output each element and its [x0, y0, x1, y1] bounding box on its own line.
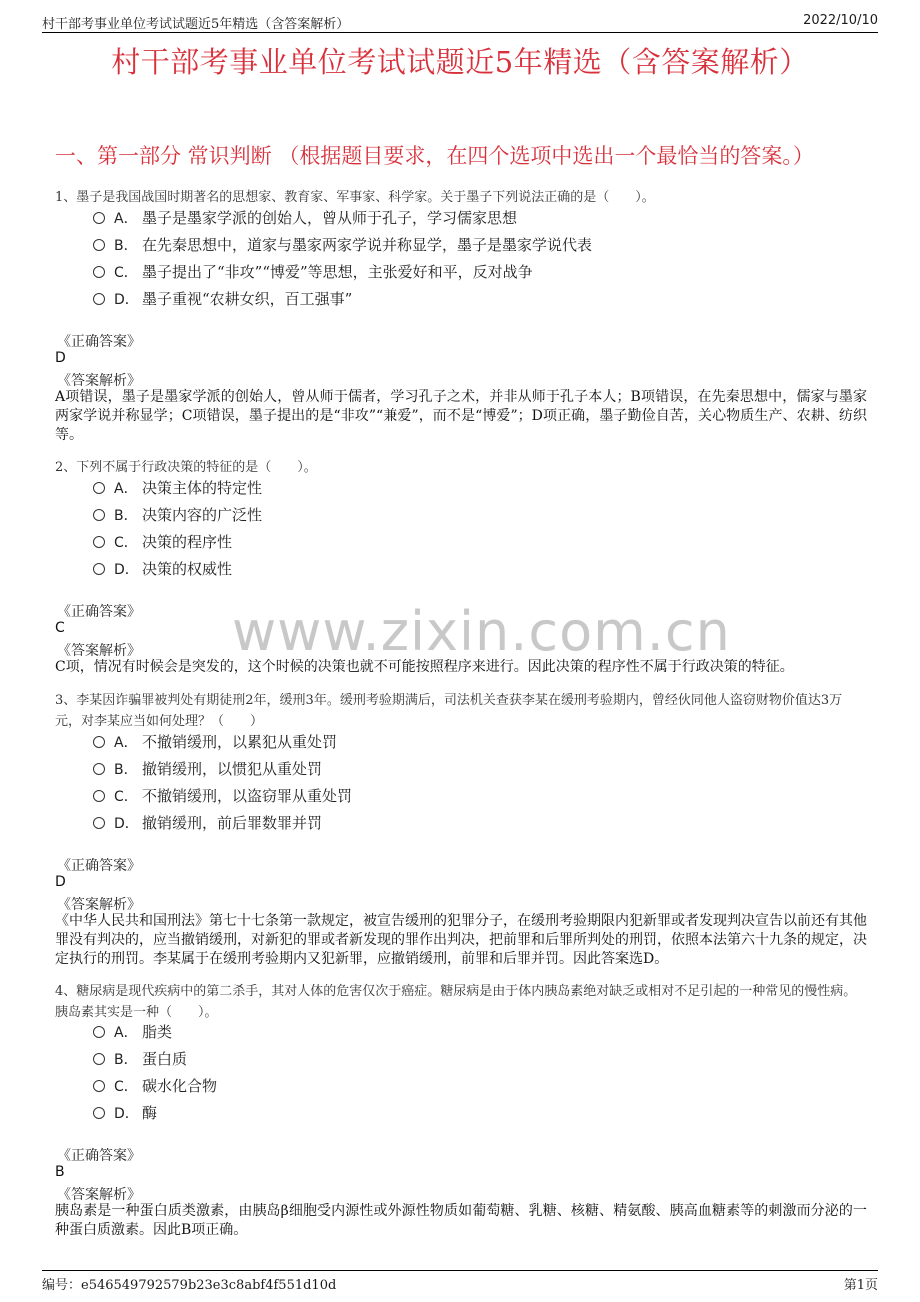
- option-d[interactable]: D． 酶: [93, 1102, 157, 1124]
- option-a[interactable]: A． 脂类: [93, 1021, 172, 1043]
- radio-icon[interactable]: [93, 1026, 105, 1038]
- radio-icon[interactable]: [93, 239, 105, 251]
- option-c[interactable]: C． 墨子提出了“非攻”“博爱”等思想，主张爱好和平，反对战争: [93, 261, 533, 283]
- analysis-text: A项错误，墨子是墨家学派的创始人，曾从师于儒者，学习孔子之术，并非从师于孔子本人；B项错误，在先秦思想中，儒家与墨家两家学说并称显学；C项错误，墨子提出的是“非攻”“兼爱”，而不是“博爱”；D项正确，墨子勤俭自苦，关心物质生产、农耕、纺织等。: [55, 389, 867, 443]
- option-a[interactable]: A． 决策主体的特定性: [93, 477, 262, 499]
- question-stem: 1、墨子是我国战国时期著名的思想家、教育家、军事家、科学家。关于墨子下列说法正确的是（ ）。: [55, 190, 655, 205]
- radio-icon[interactable]: [93, 1107, 105, 1119]
- option-c[interactable]: C． 碳水化合物: [93, 1075, 217, 1097]
- radio-icon[interactable]: [93, 763, 105, 775]
- radio-icon[interactable]: [93, 1080, 105, 1092]
- option-d[interactable]: D． 墨子重视“农耕女织，百工强事”: [93, 288, 352, 310]
- header-title: 村干部考事业单位考试试题近5年精选（含答案解析）: [42, 17, 350, 32]
- option-b[interactable]: B． 蛋白质: [93, 1048, 187, 1070]
- analysis-text: C项，情况有时候会是突发的，这个时候的决策也就不可能按照程序来进行。因此决策的程序性不属于行政决策的特征。: [55, 659, 794, 675]
- page-header: [42, 10, 878, 33]
- option-d[interactable]: D． 撤销缓刑，前后罪数罪并罚: [93, 812, 322, 834]
- answer-label: 《正确答案》: [57, 604, 141, 620]
- radio-icon[interactable]: [93, 509, 105, 521]
- option-b[interactable]: B． 在先秦思想中，道家与墨家两家学说并称显学，墨子是墨家学说代表: [93, 234, 592, 256]
- option-c[interactable]: C． 决策的程序性: [93, 531, 232, 553]
- page-footer: [42, 1270, 878, 1293]
- answer-label: 《正确答案》: [57, 334, 141, 350]
- document-id: 编号：e546549792579b23e3c8abf4f551d10d: [42, 1278, 337, 1293]
- analysis-label: 《答案解析》: [57, 1187, 141, 1203]
- radio-icon[interactable]: [93, 817, 105, 829]
- watermark: www.zixin.com.cn: [232, 600, 731, 663]
- analysis-text: 胰岛素是一种蛋白质类激素，由胰岛β细胞受内源性或外源性物质如葡萄糖、乳糖、核糖、精氨酸、胰高血糖素等的刺激而分泌的一种蛋白质激素。因此B项正确。: [55, 1203, 867, 1238]
- answer-value: B: [55, 1164, 65, 1180]
- option-b[interactable]: B． 撤销缓刑，以惯犯从重处罚: [93, 758, 322, 780]
- radio-icon[interactable]: [93, 563, 105, 575]
- question-stem: 4、糖尿病是现代疾病中的第二杀手，其对人体的危害仅次于癌症。糖尿病是由于体内胰岛素绝对缺乏或相对不足引起的一种常见的慢性病。胰岛素其实是一种（ ）。: [55, 984, 857, 1020]
- option-d[interactable]: D． 决策的权威性: [93, 558, 232, 580]
- analysis-label: 《答案解析》: [57, 373, 141, 389]
- option-a[interactable]: A． 不撤销缓刑，以累犯从重处罚: [93, 731, 337, 753]
- page-number: 第1页: [843, 1278, 878, 1293]
- answer-value: D: [55, 350, 66, 366]
- answer-label: 《正确答案》: [57, 858, 141, 874]
- question-stem: 2、下列不属于行政决策的特征的是（ ）。: [55, 460, 317, 475]
- analysis-label: 《答案解析》: [57, 897, 141, 913]
- answer-label: 《正确答案》: [57, 1148, 141, 1164]
- header-date: 2022/10/10: [803, 13, 878, 28]
- question-stem: 3、李某因诈骗罪被判处有期徒刑2年，缓刑3年。缓刑考验期满后，司法机关查获李某在缓刑考验期内，曾经伙同他人盗窃财物价值达3万元，对李某应当如何处理？（ ）: [55, 693, 843, 729]
- option-b[interactable]: B． 决策内容的广泛性: [93, 504, 262, 526]
- radio-icon[interactable]: [93, 266, 105, 278]
- option-a[interactable]: A． 墨子是墨家学派的创始人，曾从师于孔子，学习儒家思想: [93, 207, 517, 229]
- radio-icon[interactable]: [93, 790, 105, 802]
- section-heading: 一、第一部分 常识判断 （根据题目要求，在四个选项中选出一个最恰当的答案。）: [55, 144, 814, 168]
- answer-value: C: [55, 620, 65, 636]
- radio-icon[interactable]: [93, 1053, 105, 1065]
- analysis-text: 《中华人民共和国刑法》第七十七条第一款规定，被宣告缓刑的犯罪分子，在缓刑考验期限内犯新罪或者发现判决宣告以前还有其他罪没有判决的，应当撤销缓刑，对新犯的罪或者新发现的罪作出判决，把前罪和后罪所判处的刑罚，依照本法第六十九条的规定，决定执行的刑罚。李某属于在缓刑考验期内又犯新罪，应撤销缓刑，前罪和后罪并罚。因此答案选D。: [55, 913, 867, 967]
- radio-icon[interactable]: [93, 482, 105, 494]
- radio-icon[interactable]: [93, 736, 105, 748]
- analysis-label: 《答案解析》: [57, 643, 141, 659]
- radio-icon[interactable]: [93, 212, 105, 224]
- document-title: 村干部考事业单位考试试题近5年精选（含答案解析）: [111, 45, 809, 79]
- answer-value: D: [55, 874, 66, 890]
- radio-icon[interactable]: [93, 293, 105, 305]
- option-c[interactable]: C． 不撤销缓刑，以盗窃罪从重处罚: [93, 785, 352, 807]
- radio-icon[interactable]: [93, 536, 105, 548]
